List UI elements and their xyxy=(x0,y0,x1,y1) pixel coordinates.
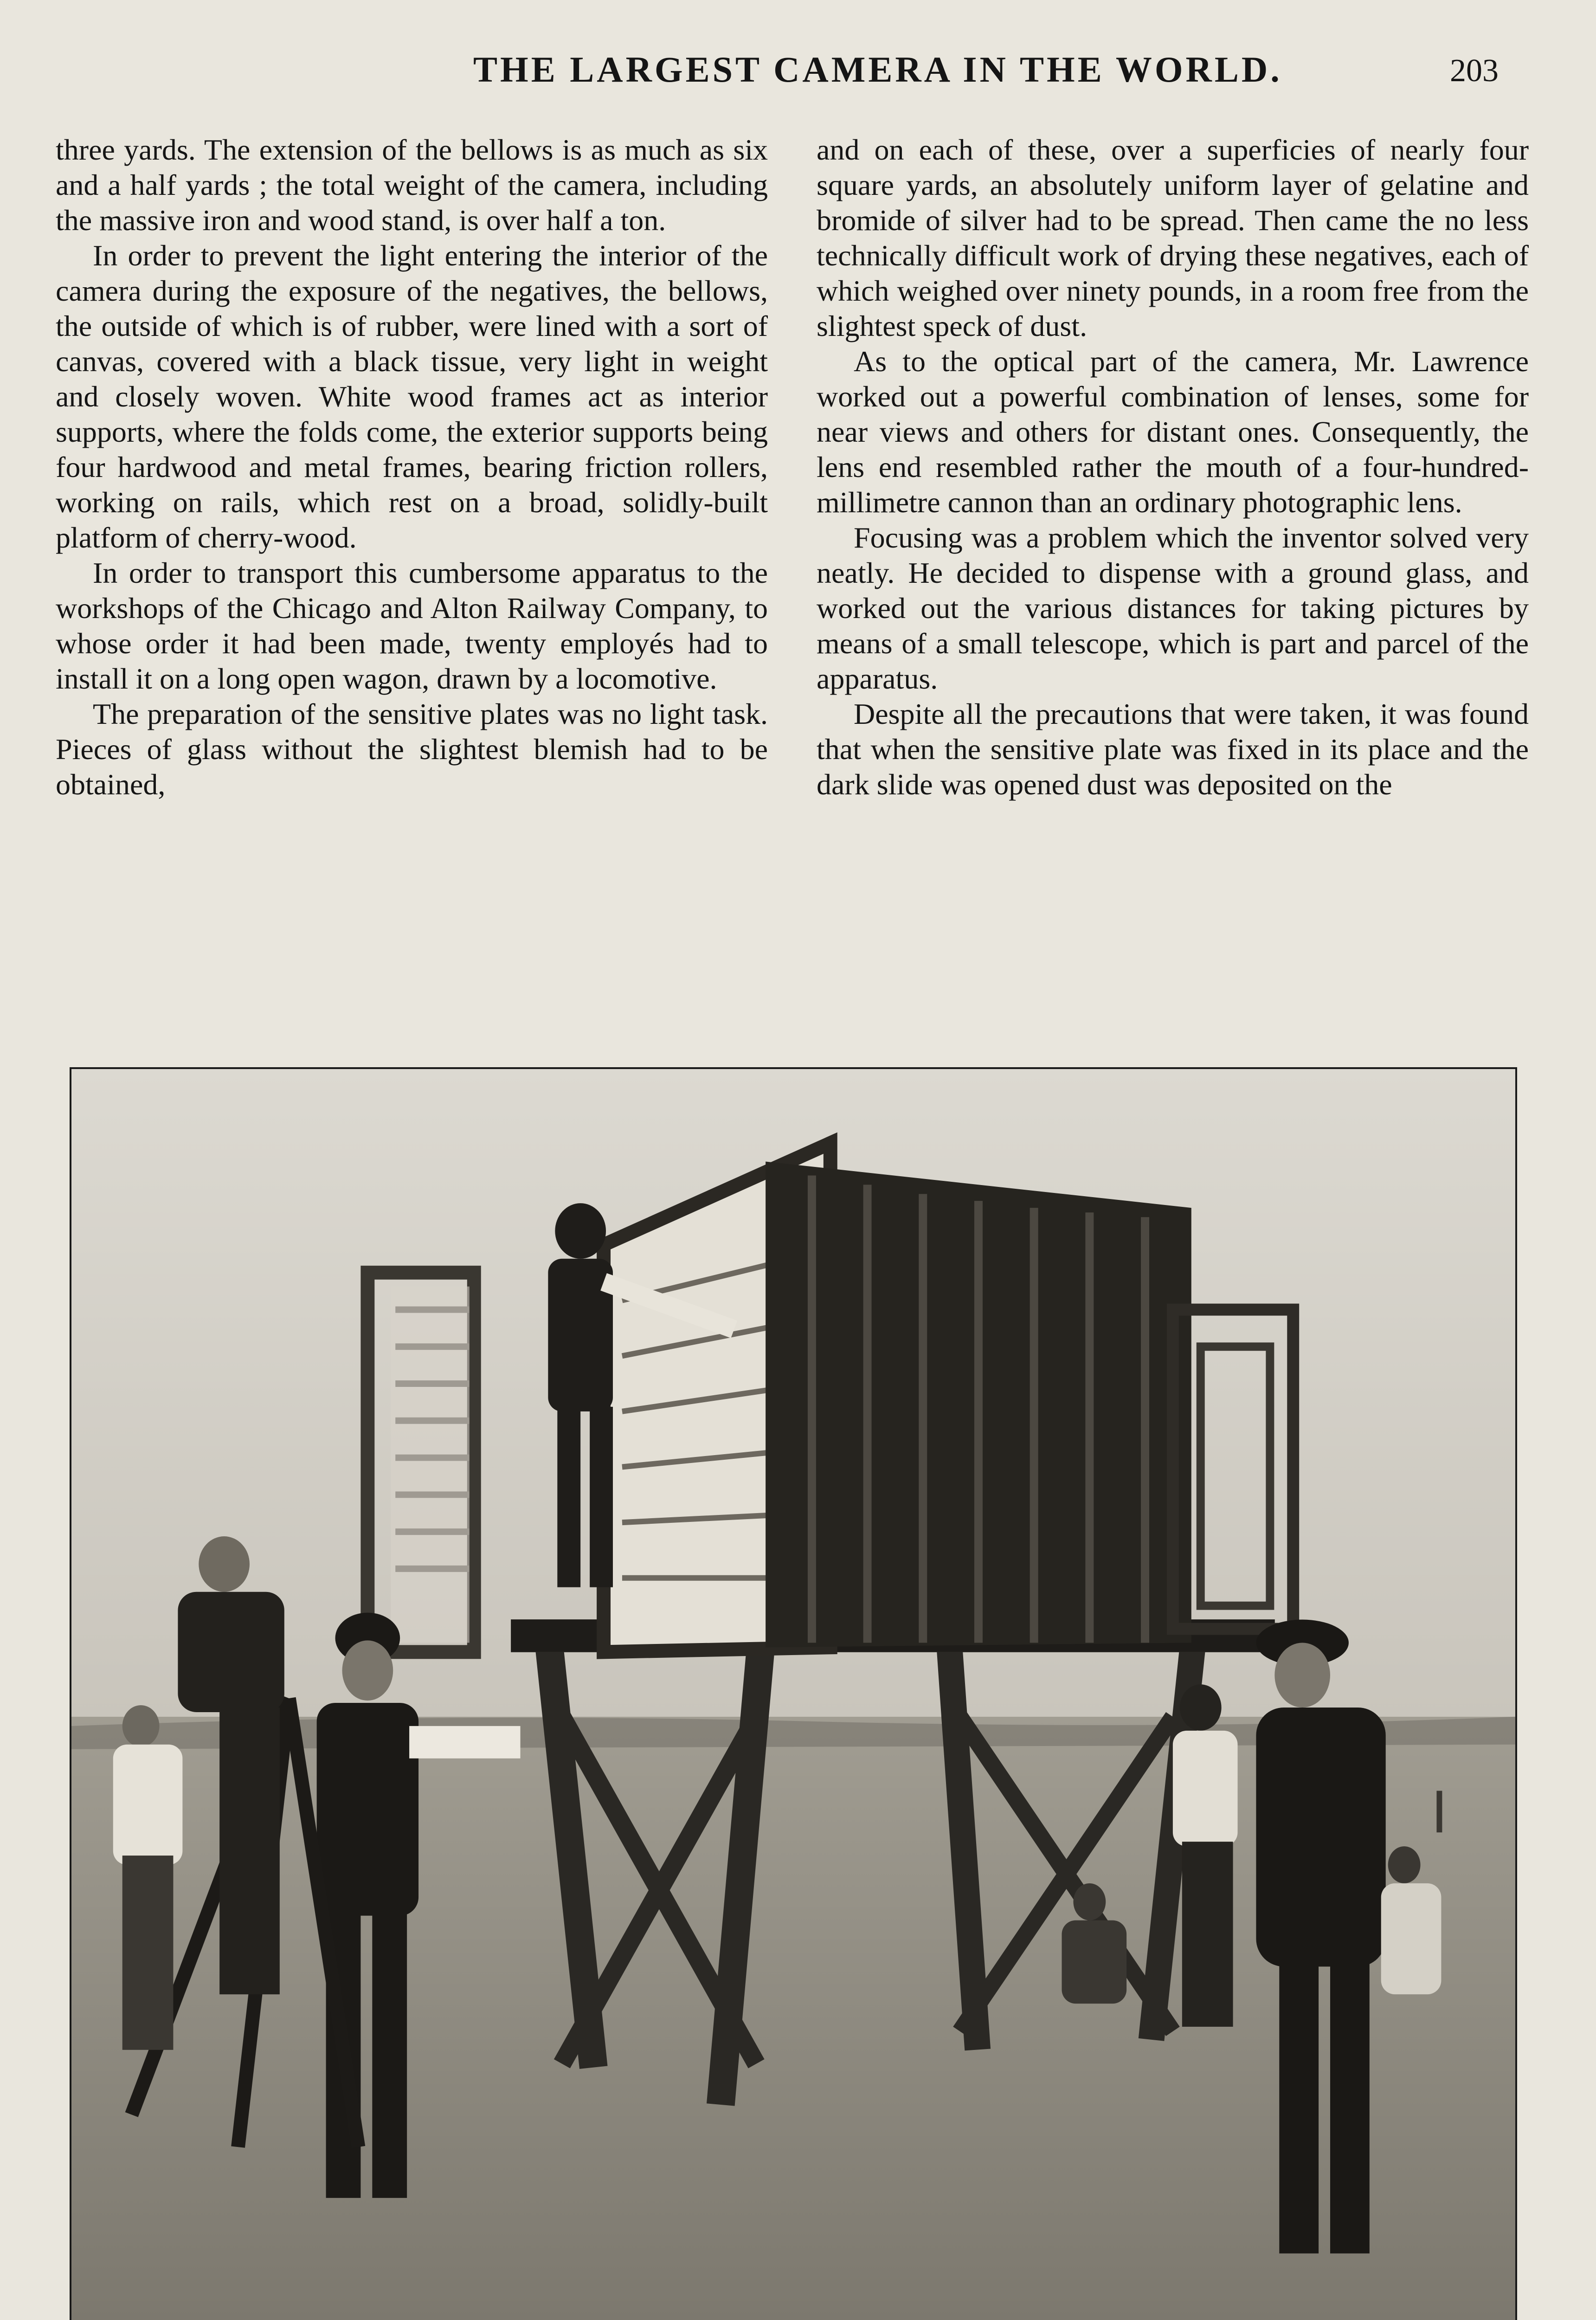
page-number: 203 xyxy=(1450,53,1499,89)
paragraph: In order to transport this cumbersome apparatus to the workshops of the Chicago and Alton Railway Company, to whose order it had been made, twenty employés had to install it on a long open wagon, drawn by a locomotive. xyxy=(56,556,768,695)
paragraph: and on each of these, over a superficies of nearly four square yards, an absolutely uniform layer of gelatine and bromide of silver had to be spread. Then came the no less technically difficult work of drying these negatives, each of which weighed over ninety pounds, in a room free from the slightest speck of dust. xyxy=(817,133,1529,342)
article-body xyxy=(56,132,1529,1028)
paragraph: As to the optical part of the camera, Mr. Lawrence worked out a powerful combination of lenses, some for near views and others for distant ones. Consequently, the lens end resembled rather the mouth of a four-hundred-millimetre cannon than an ordinary photographic lens. xyxy=(817,345,1529,519)
figure-man-near-stand xyxy=(1173,1684,1238,2027)
paragraph: The preparation of the sensitive plates was no light task. Pieces of glass without the slightest blemish had to be obtained, xyxy=(56,697,768,801)
left-column xyxy=(56,132,768,1028)
camera-photograph xyxy=(70,1067,1517,2320)
photo-illustration xyxy=(71,1069,1515,2320)
running-title: THE LARGEST CAMERA IN THE WORLD. xyxy=(473,49,1282,90)
right-column xyxy=(817,132,1529,1028)
paragraph: In order to prevent the light entering the interior of the camera during the exposure of the negatives, the bellows, the outside of which is of rubber, were lined with a sort of canvas, covered with a black tissue, very light in weight and closely woven. White wood frames act as interior supports, where the folds come, the exterior supports being four hardwood and metal frames, bearing friction rollers, working on rails, which rest on a broad, solidly-built platform of cherry-wood. xyxy=(56,239,768,554)
page-header xyxy=(56,49,1550,100)
figure-man-white-shirt xyxy=(113,1705,183,2050)
paragraph: Despite all the precautions that were taken, it was found that when the sensitive plate was fixed in its place and the dark slide was opened dust was deposited on the xyxy=(817,697,1529,801)
paragraph: three yards. The extension of the bellows is as much as six and a half yards ; the total weight of the camera, including the massive iron and wood stand, is over half a ton. xyxy=(56,133,768,237)
paragraph: Focusing was a problem which the inventor solved very neatly. He decided to dispense with a ground glass, and worked out the various distances for taking pictures by means of a small telescope, which is part and parcel of the apparatus. xyxy=(817,521,1529,695)
